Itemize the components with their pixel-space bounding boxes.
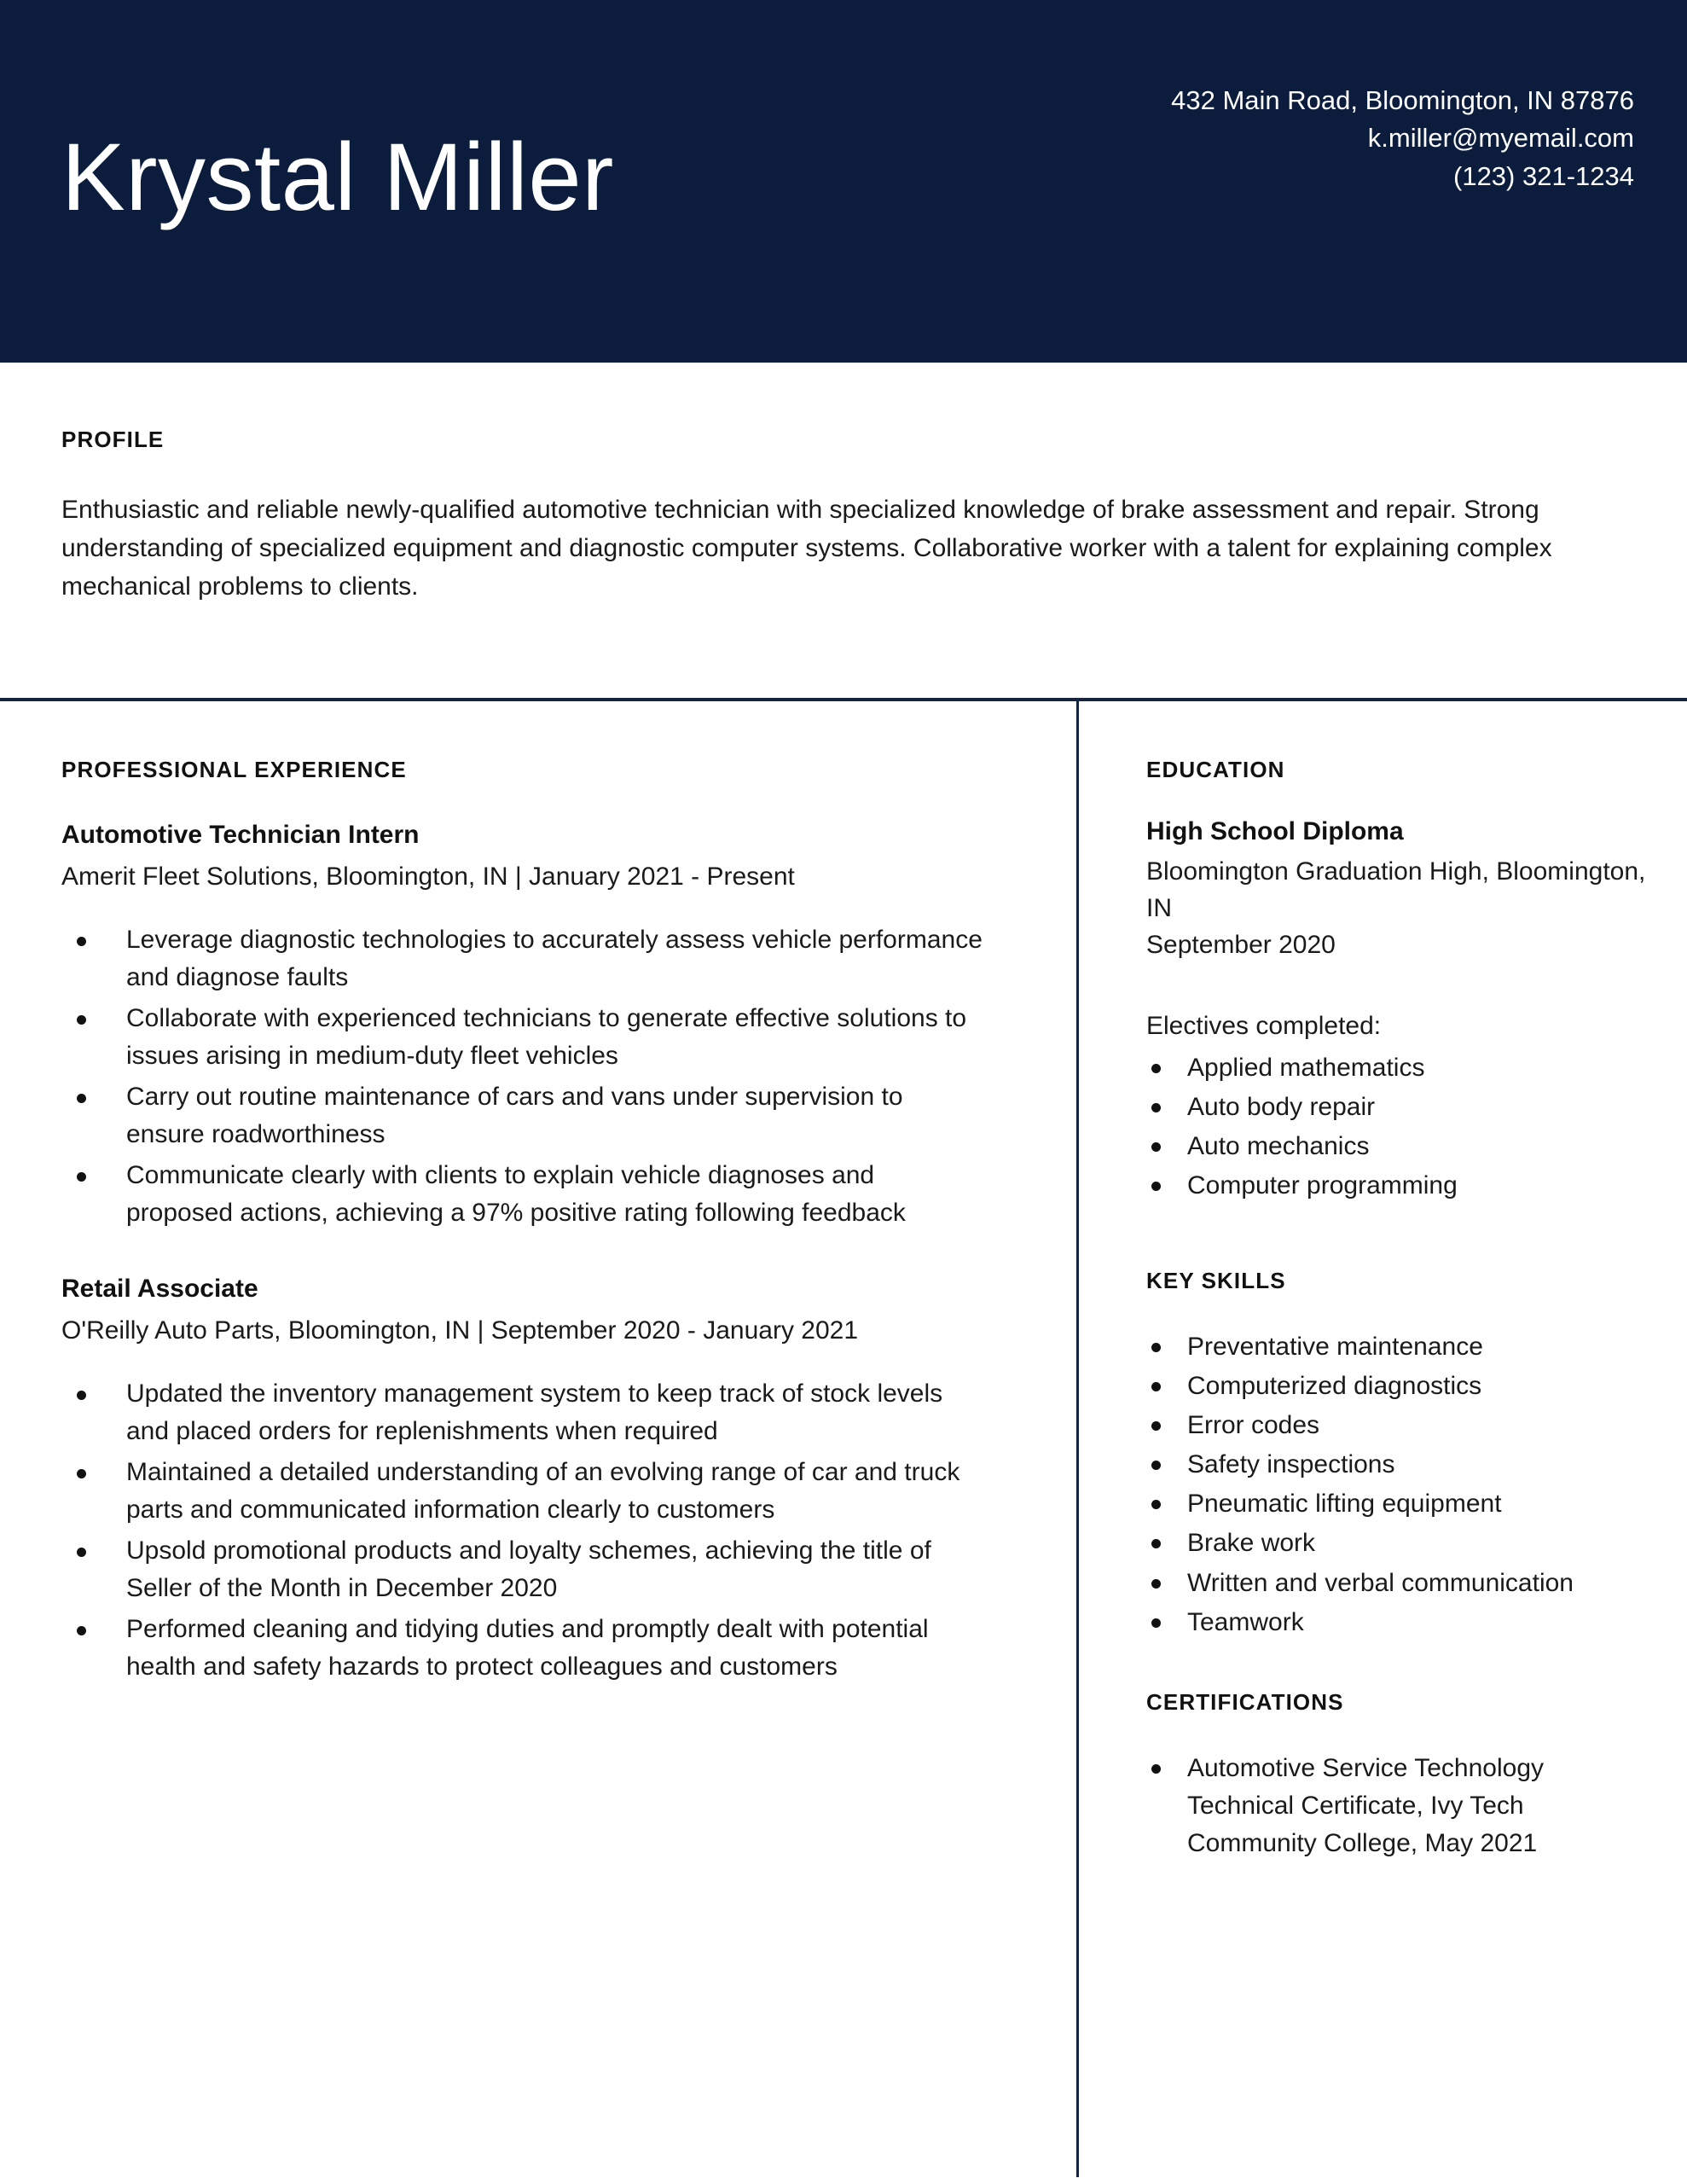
resume-body <box>0 701 1687 1864</box>
education-date: September 2020 <box>1146 931 1336 960</box>
elective-item: Applied mathematics <box>1146 1049 1653 1087</box>
certifications-section-title: CERTIFICATIONS <box>1146 1688 1344 1715</box>
contact-email[interactable]: k.miller@myemail.com <box>1367 123 1634 154</box>
skill-item: Computerized diagnostics <box>1146 1368 1653 1405</box>
job-bullet: Upsold promotional products and loyalty schemes, achieving the title of Seller of the Month in December 2020 <box>61 1532 983 1607</box>
skill-item: Error codes <box>1146 1407 1653 1444</box>
job-title: Retail Associate <box>61 1275 258 1304</box>
spacer <box>1146 1206 1653 1268</box>
certification-item: Automotive Service Technology Technical Certificate, Ivy Tech Community College, May 2021 <box>1146 1750 1653 1862</box>
skill-item: Brake work <box>1146 1525 1653 1562</box>
key-skills-section-title: KEY SKILLS <box>1146 1267 1286 1293</box>
elective-item: Auto mechanics <box>1146 1128 1653 1165</box>
education-degree: High School Diploma <box>1146 817 1404 845</box>
skill-item: Pneumatic lifting equipment <box>1146 1485 1653 1523</box>
profile-section <box>0 363 1687 606</box>
candidate-name: Krystal Miller <box>61 123 614 230</box>
elective-item: Computer programming <box>1146 1167 1653 1205</box>
spacer <box>1146 1643 1653 1689</box>
experience-entry <box>61 821 983 1232</box>
skill-item: Safety inspections <box>1146 1446 1653 1484</box>
electives-label: Electives completed: <box>1146 1011 1382 1040</box>
skill-item: Written and verbal communication <box>1146 1565 1653 1602</box>
job-bullet-list <box>61 921 983 1233</box>
job-bullet: Performed cleaning and tidying duties and promptly dealt with potential health and safety hazards to protect colleagues and customers <box>61 1611 983 1686</box>
job-bullet: Communicate clearly with clients to explain vehicle diagnoses and proposed actions, achieving a 97% positive rating following feedback <box>61 1157 983 1232</box>
job-meta: Amerit Fleet Solutions, Bloomington, IN | January 2021 - Present <box>61 863 795 891</box>
contact-block <box>1171 82 1634 195</box>
experience-entry <box>61 1275 983 1686</box>
main-column <box>0 701 1076 1864</box>
job-bullet: Carry out routine maintenance of cars and vans under supervision to ensure roadworthiness <box>61 1078 983 1153</box>
job-bullet-list <box>61 1375 983 1687</box>
elective-item: Auto body repair <box>1146 1089 1653 1126</box>
profile-section-title: PROFILE <box>61 427 165 452</box>
experience-section-title: PROFESSIONAL EXPERIENCE <box>61 757 407 782</box>
education-school: Bloomington Graduation High, Bloomington, IN <box>1146 857 1646 923</box>
profile-summary-text: Enthusiastic and reliable newly-qualified automotive technician with specialized knowledge of brake assessment and repair. Strong understanding of specialized equipment and diagnostic computer systems. Collaborative worker with a talent for explaining complex mechanical problems to clients. <box>61 496 1552 601</box>
job-title: Automotive Technician Intern <box>61 821 420 849</box>
job-meta: O'Reilly Auto Parts, Bloomington, IN | September 2020 - January 2021 <box>61 1316 859 1345</box>
resume-header <box>0 0 1687 363</box>
education-section-title: EDUCATION <box>1146 757 1285 782</box>
key-skills-list <box>1146 1328 1653 1641</box>
job-bullet: Maintained a detailed understanding of an evolving range of car and truck parts and communicated information clearly to customers <box>61 1454 983 1529</box>
sidebar-column <box>1076 701 1687 1864</box>
job-bullet: Leverage diagnostic technologies to accurately assess vehicle performance and diagnose faults <box>61 921 983 996</box>
skill-item: Teamwork <box>1146 1604 1653 1641</box>
skill-item: Preventative maintenance <box>1146 1328 1653 1366</box>
contact-address: 432 Main Road, Bloomington, IN 87876 <box>1171 85 1634 116</box>
electives-list <box>1146 1049 1653 1205</box>
certifications-list <box>1146 1750 1653 1862</box>
contact-phone[interactable]: (123) 321-1234 <box>1453 160 1634 191</box>
job-bullet: Updated the inventory management system to keep track of stock levels and placed orders for replenishments when required <box>61 1375 983 1450</box>
job-bullet: Collaborate with experienced technicians to generate effective solutions to issues arising in medium-duty fleet vehicles <box>61 1000 983 1075</box>
